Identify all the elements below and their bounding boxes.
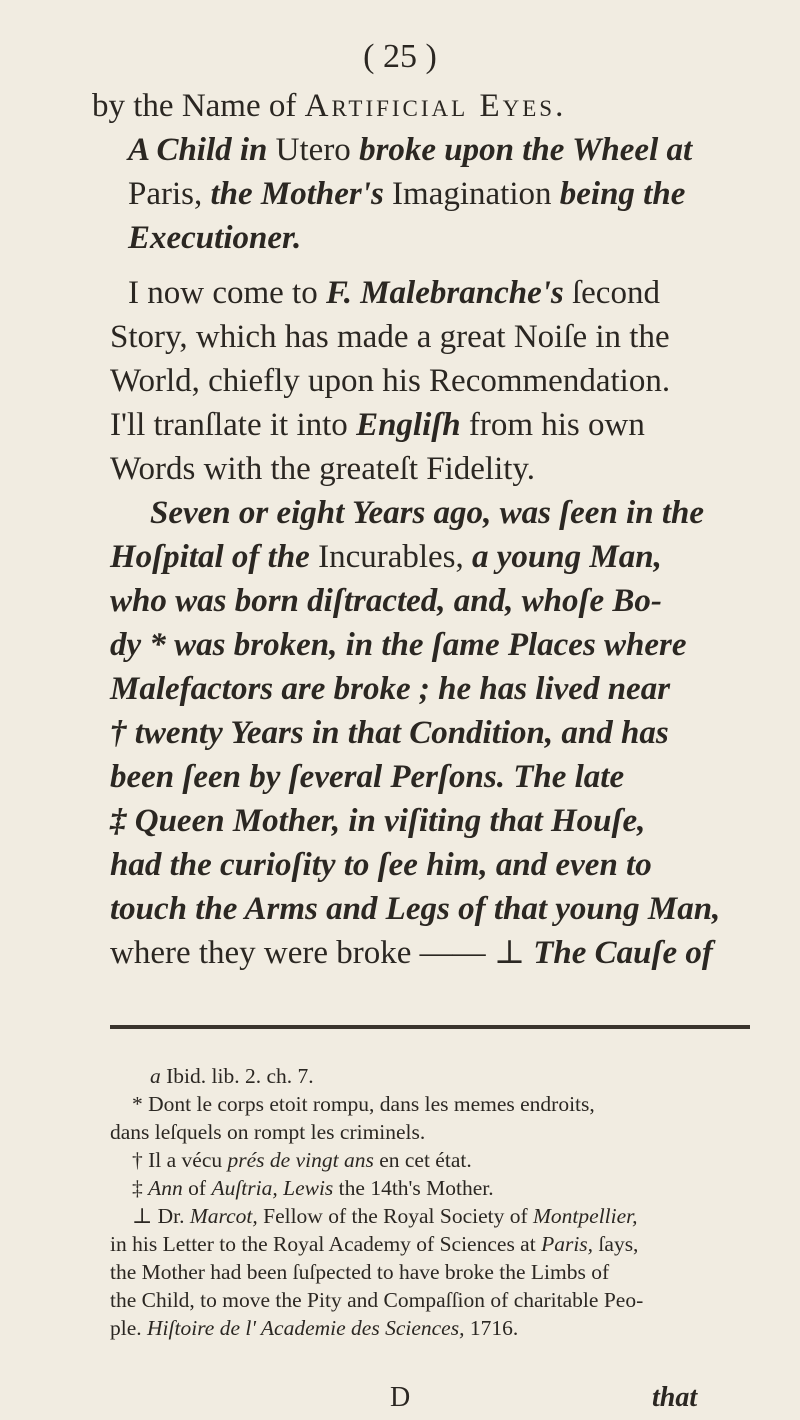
page-number: ( 25 ) [363, 38, 437, 75]
footnote: the Child, to move the Pity and Compaſſion of charitable Peo- [110, 1288, 644, 1312]
text-line: Seven or eight Years ago, was ſeen in the [150, 495, 704, 531]
text-line: Words with the greateſt Fidelity. [110, 451, 536, 487]
text-line: Story, which has made a great Noiſe in the [110, 319, 670, 355]
text-line: where they were broke —— ⊥ The Cauſe of [110, 935, 713, 971]
text-line: Hoſpital of the Incurables, a young Man, [110, 539, 662, 575]
heading-line: Paris, the Mother's Imagination being the [128, 176, 686, 212]
footnote: a Ibid. lib. 2. ch. 7. [150, 1064, 314, 1088]
text-line: had the curioſity to ſee him, and even to [110, 847, 652, 883]
footnote: dans leſquels on rompt les criminels. [110, 1120, 426, 1144]
footnote: ⊥ Dr. Marcot, Fellow of the Royal Society of Montpellier, [132, 1204, 638, 1228]
text-line: ‡ Queen Mother, in viſiting that Houſe, [110, 803, 646, 839]
footnote-divider [110, 1025, 750, 1029]
footnote: † Il a vécu prés de vingt ans en cet état. [132, 1148, 472, 1172]
footnote: * Dont le corps etoit rompu, dans les memes endroits, [132, 1092, 595, 1116]
footnote: in his Letter to the Royal Academy of Sciences at Paris, ſays, [110, 1232, 639, 1256]
signature-mark: D [390, 1382, 411, 1413]
catchword: that [652, 1382, 698, 1413]
footnote: ‡ Ann of Auſtria, Lewis the 14th's Mother. [132, 1176, 494, 1200]
heading-line: Executioner. [128, 220, 302, 256]
text-line: † twenty Years in that Condition, and has [110, 715, 669, 751]
text-line: touch the Arms and Legs of that young Man, [110, 891, 721, 927]
text-line: I now come to F. Malebranche's ſecond [128, 275, 660, 311]
text-line: dy * was broken, in the ſame Places where [110, 627, 687, 663]
footnote: the Mother had been ſuſpected to have broke the Limbs of [110, 1260, 610, 1284]
footnote: ple. Hiſtoire de l' Academie des Sciences, 1716. [110, 1316, 519, 1340]
text-line: Malefactors are broke ; he has lived near [110, 671, 671, 707]
text-line: been ſeen by ſeveral Perſons. The late [110, 759, 625, 795]
text-line: who was born diſtracted, and, whoſe Bo- [110, 583, 662, 619]
text-line: by the Name of Artificial Eyes. [92, 88, 567, 124]
text-line: I'll tranſlate it into Engliſh from his own [110, 407, 645, 443]
heading-line: A Child in Utero broke upon the Wheel at [128, 132, 693, 168]
text-line: World, chiefly upon his Recommendation. [110, 363, 671, 399]
